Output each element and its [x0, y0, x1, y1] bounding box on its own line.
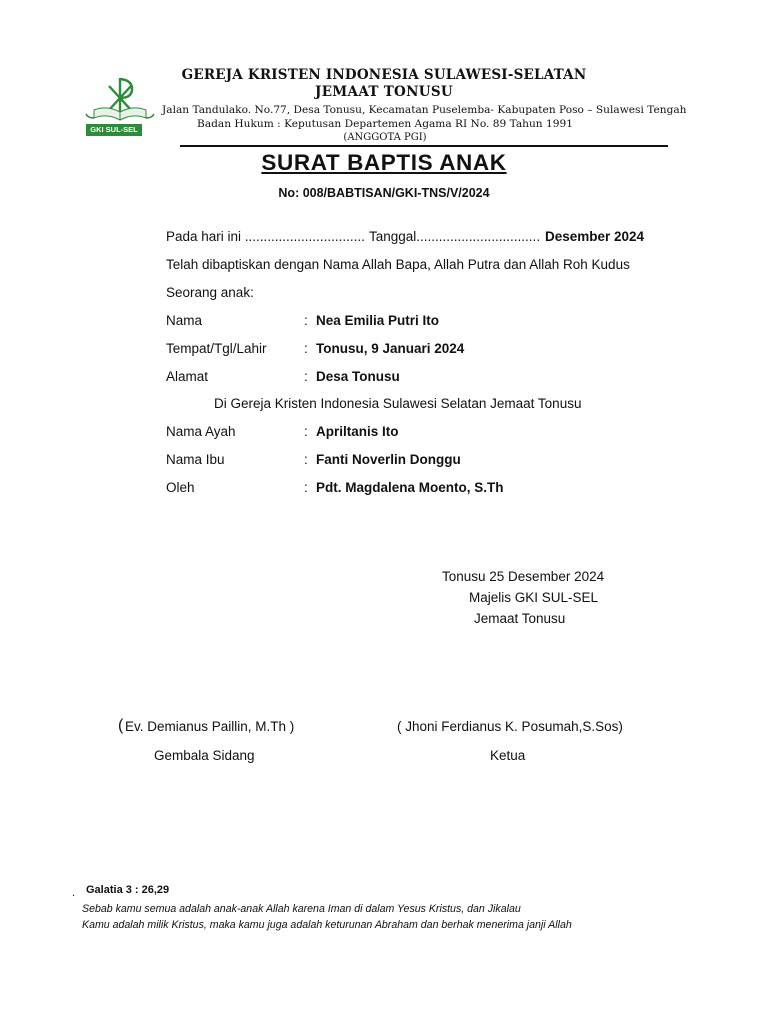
date-label: Tanggal................................. [369, 229, 541, 244]
left-paren: ( [118, 717, 124, 734]
document-number: No: 008/BABTISAN/GKI-TNS/V/2024 [278, 186, 490, 200]
chair-title: Ketua [490, 748, 526, 763]
colon: : [304, 424, 308, 439]
child-name: Nea Emilia Putri Ito [316, 313, 440, 328]
church-address: Jalan Tandulako. No.77, Desa Tonusu, Kecamatan Puselemba- Kabupaten Poso – Sulawesi Tengah [162, 104, 687, 116]
day-label: Pada hari ini ................................ [166, 229, 365, 244]
baptism-location: Di Gereja Kristen Indonesia Sulawesi Selatan Jemaat Tonusu [214, 396, 582, 411]
chair-name: ( Jhoni Ferdianus K. Posumah,S.Sos) [397, 719, 623, 734]
colon: : [304, 369, 308, 384]
verse-line: Kamu adalah milik Kristus, maka kamu juga adalah keturunan Abraham dan berhak menerima janji Allah [82, 919, 572, 931]
congregation-name: JEMAAT TONUSU [315, 84, 453, 100]
verse-line: Sebab kamu semua adalah anak-anak Allah karena Iman di dalam Yesus Kristus, dan Jikalau [82, 903, 521, 915]
colon: : [304, 480, 308, 495]
mother-name: Fanti Noverlin Donggu [316, 452, 461, 467]
birth-value: Tonusu, 9 Januari 2024 [316, 341, 465, 356]
colon: : [304, 452, 308, 467]
council-name: Majelis GKI SUL-SEL [469, 590, 599, 605]
header-rule [180, 145, 668, 147]
logo-label: GKI SUL-SEL [90, 125, 138, 134]
footer-bullet: . [72, 887, 76, 899]
officiant-label: Oleh [166, 480, 195, 495]
membership-note: (ANGGOTA PGI) [343, 132, 427, 143]
pastor-name: Ev. Demianus Paillin, M.Th ) [125, 719, 295, 734]
verse-reference: Galatia 3 : 26,29 [86, 884, 170, 896]
baptism-statement: Telah dibaptiskan dengan Nama Allah Bapa, Allah Putra dan Allah Roh Kudus [166, 257, 630, 272]
colon: : [304, 341, 308, 356]
council-congregation: Jemaat Tonusu [474, 611, 566, 626]
address-value: Desa Tonusu [316, 369, 400, 384]
church-name: GEREJA KRISTEN INDONESIA SULAWESI-SELATAN [181, 67, 587, 83]
legal-basis: Badan Hukum : Keputusan Departemen Agama RI No. 89 Tahun 1991 [197, 118, 573, 130]
document-title: SURAT BAPTIS ANAK [261, 150, 507, 175]
name-label: Nama [166, 313, 203, 328]
colon: : [304, 313, 308, 328]
place-date: Tonusu 25 Desember 2024 [442, 569, 605, 584]
address-label: Alamat [166, 369, 209, 384]
child-intro: Seorang anak: [166, 285, 254, 300]
birth-label: Tempat/Tgl/Lahir [166, 341, 267, 356]
father-name: Apriltanis Ito [316, 424, 399, 439]
father-label: Nama Ayah [166, 424, 236, 439]
pastor-title: Gembala Sidang [154, 748, 255, 763]
date-value: Desember 2024 [545, 229, 645, 244]
officiant-name: Pdt. Magdalena Moento, S.Th [316, 480, 504, 495]
mother-label: Nama Ibu [166, 452, 225, 467]
